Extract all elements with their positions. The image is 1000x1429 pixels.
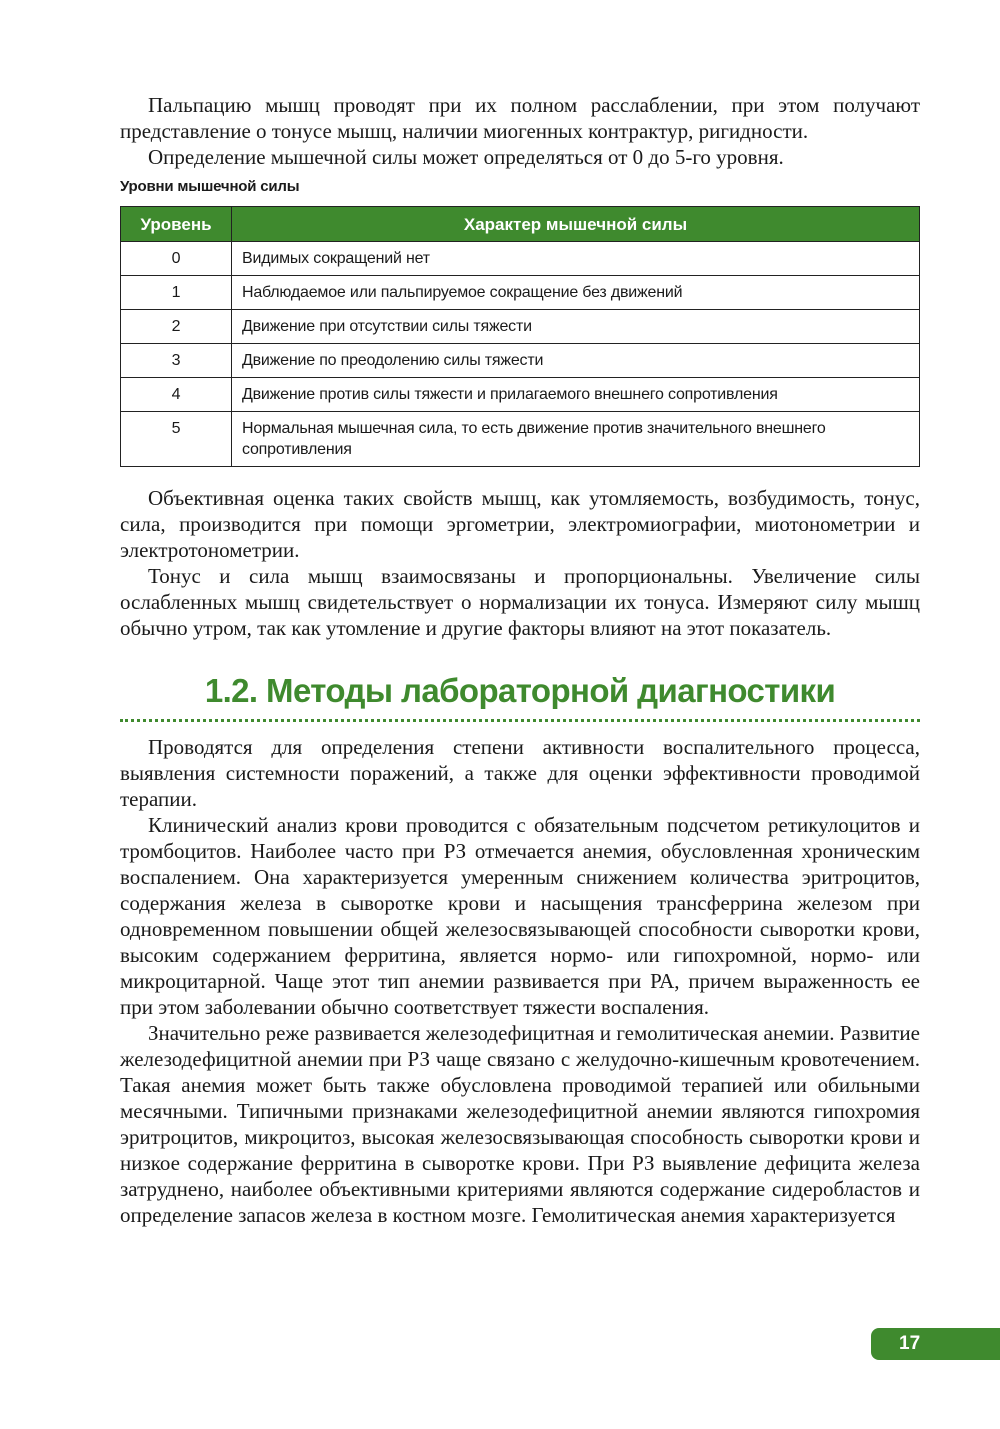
paragraph: Тонус и сила мышц взаимосвязаны и пропорциональны. Увеличение силы ослабленных мышц свидетельствует о нормализации их тонуса. Измеряют силу мышц обычно утром, так как утомление и другие факторы влияют на этот показатель. <box>120 564 920 640</box>
cell-level: 5 <box>121 412 232 467</box>
section-title: 1.2. Методы лабораторной диагностики <box>204 672 836 709</box>
table-row <box>121 276 920 310</box>
page-content <box>120 92 920 1228</box>
page-number: 17 <box>899 1333 921 1354</box>
table-row <box>121 378 920 412</box>
header-level: Уровень <box>121 207 232 242</box>
paragraph: Объективная оценка таких свойств мышц, как утомляемость, возбудимость, тонус, сила, производится при помощи эргометрии, электромиографии, миотонометрии и электротонометрии. <box>120 486 920 562</box>
dotted-divider <box>120 715 920 722</box>
table-row <box>121 242 920 276</box>
cell-description: Движение по преодолению силы тяжести <box>232 344 920 378</box>
cell-level: 0 <box>121 242 232 276</box>
cell-description: Нормальная мышечная сила, то есть движение против значительного внешнего сопротивления <box>232 412 920 467</box>
paragraph: Определение мышечной силы может определяться от 0 до 5-го уровня. <box>148 145 784 169</box>
table-header-row <box>121 207 920 242</box>
paragraph: Проводятся для определения степени активности воспалительного процесса, выявления системности поражений, а также для оценки эффективности проводимой терапии. <box>120 735 920 811</box>
header-description: Характер мышечной силы <box>232 207 920 242</box>
cell-level: 4 <box>121 378 232 412</box>
cell-description: Наблюдаемое или пальпируемое сокращение без движений <box>232 276 920 310</box>
paragraph: Пальпацию мышц проводят при их полном расслаблении, при этом получают представление о тонусе мышц, наличии миогенных контрактур, ригидности. <box>120 93 920 143</box>
table-row <box>121 412 920 467</box>
paragraph: Значительно реже развивается железодефицитная и гемолитическая анемии. Развитие железодефицитной анемии при РЗ чаще связано с желудочно-кишечным кровотечением. Такая анемия может быть также обусловлена проводимой терапией или обильными месячными. Типичными признаками железодефицитной анемии являются гипохромия эритроцитов, микроцитоз, высокая железосвязывающая способность сыворотки крови и низкое содержание ферритина в сыворотке крови. При РЗ выявление дефицита железа затруднено, наиболее объективными критериями являются содержание сидеробластов и определение запасов железа в костном мозге. Гемолитическая анемия характеризуется <box>120 1021 920 1227</box>
page-number-tab <box>871 1328 1000 1360</box>
text-block-middle <box>120 485 920 641</box>
muscle-strength-table <box>120 206 920 467</box>
cell-level: 2 <box>121 310 232 344</box>
cell-description: Видимых сокращений нет <box>232 242 920 276</box>
paragraph: Клинический анализ крови проводится с обязательным подсчетом ретикулоцитов и тромбоцитов. Наиболее часто при РЗ отмечается анемия, обусловленная хроническим воспалением. Она характеризуется умеренным снижением количества эритроцитов, содержания железа в сыворотке крови и насыщения трансферрина железом при одновременном повышении общей железосвязывающей способности сыворотки крови, высоким содержанием ферритина, является нормо- или гипохромной, нормо- или микроцитарной. Чаще этот тип анемии развивается при РА, причем выраженность ее при этом заболевании обычно соответствует тяжести воспаления. <box>120 813 920 1019</box>
table-row <box>121 344 920 378</box>
table-row <box>121 310 920 344</box>
table-caption: Уровни мышечной силы <box>120 178 300 195</box>
cell-description: Движение против силы тяжести и прилагаемого внешнего сопротивления <box>232 378 920 412</box>
cell-level: 1 <box>121 276 232 310</box>
cell-level: 3 <box>121 344 232 378</box>
cell-description: Движение при отсутствии силы тяжести <box>232 310 920 344</box>
